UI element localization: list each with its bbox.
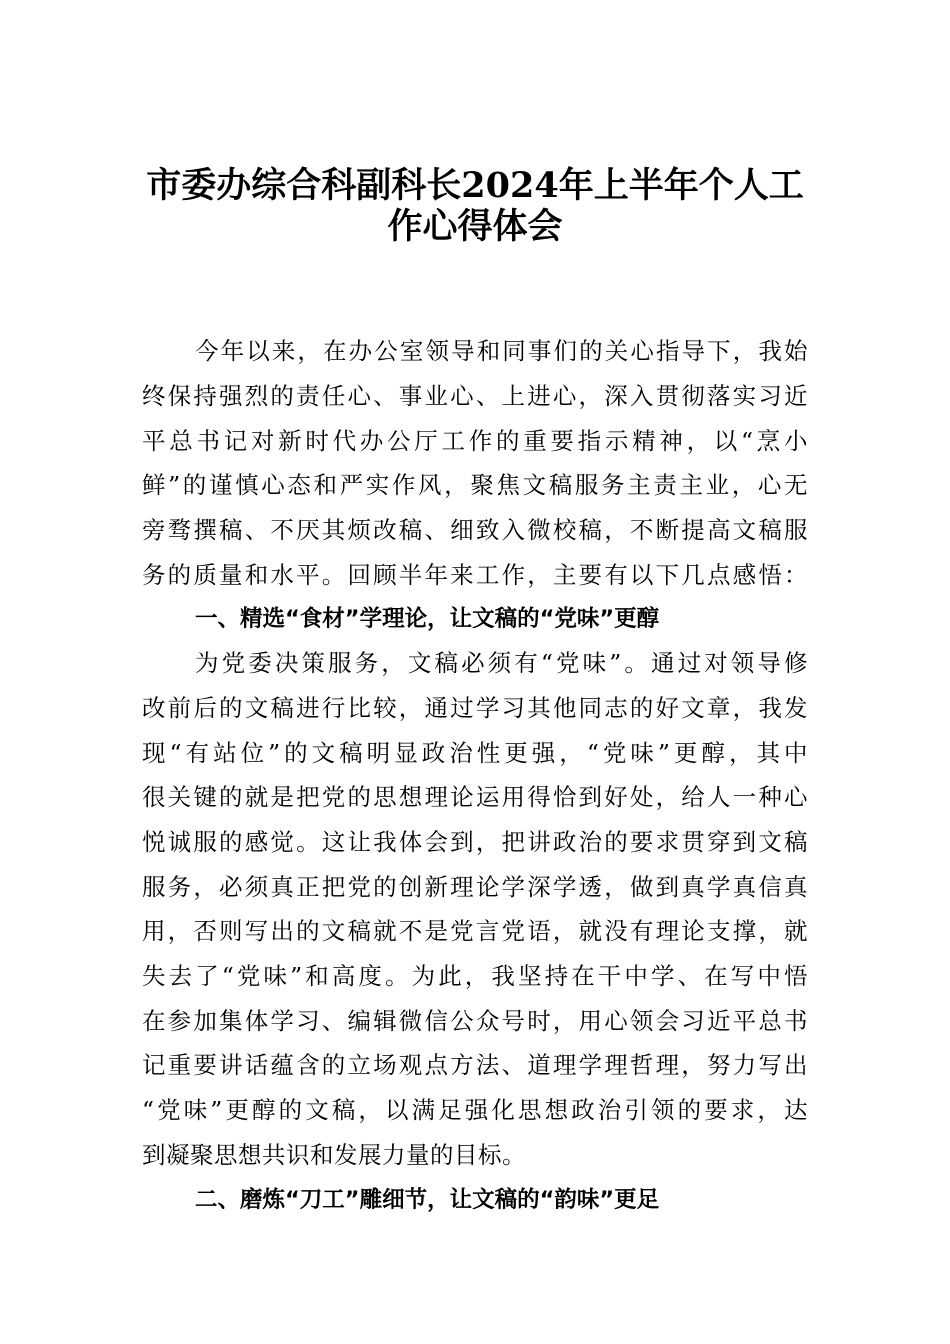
section1-line: 到凝聚思想共识和发展力量的目标。 (142, 1141, 526, 1169)
intro-line: 平总书记对新时代办公厅工作的重要指示精神，以“烹小 (142, 427, 808, 455)
section1-line: 记重要讲话蕴含的立场观点方法、道理学理哲理，努力写出 (142, 1051, 808, 1079)
document-title-line-1: 市委办综合科副科长2024年上半年个人工 (146, 165, 804, 206)
section-heading-1: 一、精选“食材”学理论，让文稿的“党味”更醇 (195, 606, 660, 632)
intro-line: 终保持强烈的责任心、事业心、上进心，深入贯彻落实习近 (142, 382, 808, 410)
section1-line: 悦诚服的感觉。这让我体会到，把讲政治的要求贯穿到文稿 (142, 828, 808, 856)
intro-line: 旁骛撰稿、不厌其烦改稿、细致入微校稿，不断提高文稿服 (142, 516, 808, 544)
section1-line: 现“有站位”的文稿明显政治性更强，“党味”更醇，其中 (142, 739, 808, 767)
intro-line: 鲜”的谨慎心态和严实作风，聚焦文稿服务主责主业，心无 (142, 471, 808, 499)
section1-line: 用，否则写出的文稿就不是党言党语，就没有理论支撑，就 (142, 917, 808, 945)
section1-line: “党味”更醇的文稿，以满足强化思想政治引领的要求，达 (142, 1096, 808, 1124)
section1-line: 服务，必须真正把党的创新理论学深学透，做到真学真信真 (142, 873, 808, 901)
section1-line: 改前后的文稿进行比较，通过学习其他同志的好文章，我发 (142, 694, 808, 722)
section-heading-2: 二、磨炼“刀工”雕细节，让文稿的“韵味”更足 (195, 1187, 660, 1213)
document-title-line-2: 作心得体会 (387, 206, 563, 247)
section1-line: 在参加集体学习、编辑微信公众号时，用心领会习近平总书 (142, 1007, 808, 1035)
section1-line: 为党委决策服务，文稿必须有“党味”。通过对领导修 (195, 649, 808, 677)
section1-line: 失去了“党味”和高度。为此，我坚持在干中学、在写中悟 (142, 962, 808, 990)
intro-line: 今年以来，在办公室领导和同事们的关心指导下，我始 (195, 337, 808, 365)
intro-line: 务的质量和水平。回顾半年来工作，主要有以下几点感悟： (142, 561, 808, 589)
section1-line: 很关键的就是把党的思想理论运用得恰到好处，给人一种心 (142, 783, 808, 811)
